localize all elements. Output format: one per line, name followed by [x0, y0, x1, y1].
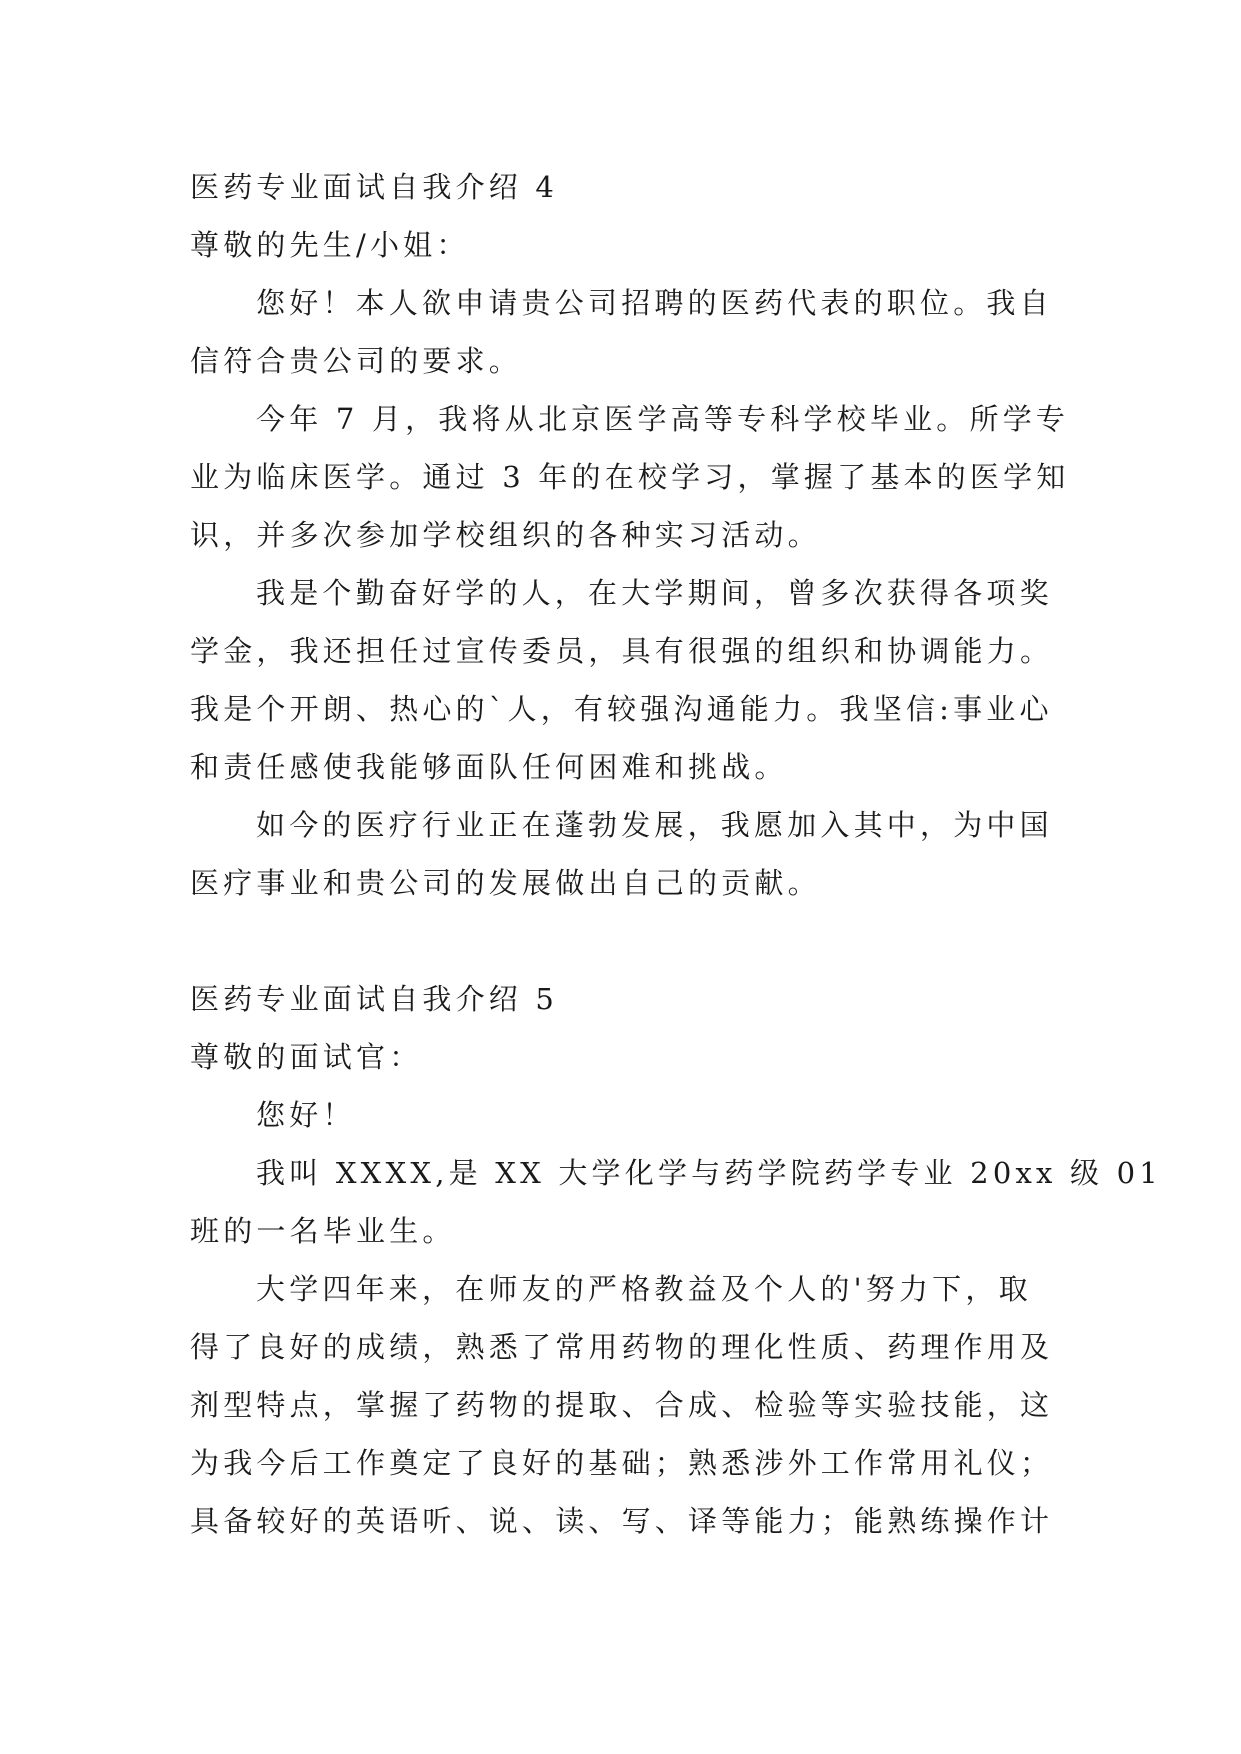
paragraph-line: 识，并多次参加学校组织的各种实习活动。: [190, 518, 821, 552]
paragraph-line: 大学四年来，在师友的严格教益及个人的'努力下，取: [256, 1272, 1032, 1306]
paragraph-line: 为我今后工作奠定了良好的基础；熟悉涉外工作常用礼仪；: [190, 1446, 1054, 1480]
paragraph-line: 我叫 XXXX,是 XX 大学化学与药学院药学专业 20xx 级 01: [256, 1156, 1162, 1190]
paragraph-line: 医疗事业和贵公司的发展做出自己的贡献。: [190, 866, 821, 900]
paragraph-line: 学金，我还担任过宣传委员，具有很强的组织和协调能力。: [190, 634, 1054, 668]
paragraph-line: 和责任感使我能够面队任何困难和挑战。: [190, 750, 788, 784]
paragraph-line: 如今的医疗行业正在蓬勃发展，我愿加入其中，为中国: [256, 808, 1053, 842]
paragraph-line: 业为临床医学。通过 3 年的在校学习，掌握了基本的医学知: [190, 460, 1070, 494]
salutation: 尊敬的面试官：: [190, 1040, 423, 1074]
paragraph-line: 信符合贵公司的要求。: [190, 344, 523, 378]
paragraph-line: 您好！: [256, 1098, 356, 1132]
paragraph-line: 班的一名毕业生。: [190, 1214, 456, 1248]
paragraph-line: 得了良好的成绩，熟悉了常用药物的理化性质、药理作用及: [190, 1330, 1054, 1364]
paragraph-line: 具备较好的英语听、说、读、写、译等能力；能熟练操作计: [190, 1504, 1054, 1538]
section-title: 医药专业面试自我介绍 5: [190, 982, 559, 1016]
paragraph-line: 我是个勤奋好学的人，在大学期间，曾多次获得各项奖: [256, 576, 1053, 610]
paragraph-line: 您好！本人欲申请贵公司招聘的医药代表的职位。我自: [256, 286, 1053, 320]
section-title: 医药专业面试自我介绍 4: [190, 170, 559, 204]
salutation: 尊敬的先生/小姐：: [190, 228, 470, 262]
paragraph-line: 剂型特点，掌握了药物的提取、合成、检验等实验技能，这: [190, 1388, 1054, 1422]
paragraph-line: 今年 7 月，我将从北京医学高等专科学校毕业。所学专: [256, 402, 1070, 436]
paragraph-line: 我是个开朗、热心的`人，有较强沟通能力。我坚信:事业心: [190, 692, 1053, 726]
